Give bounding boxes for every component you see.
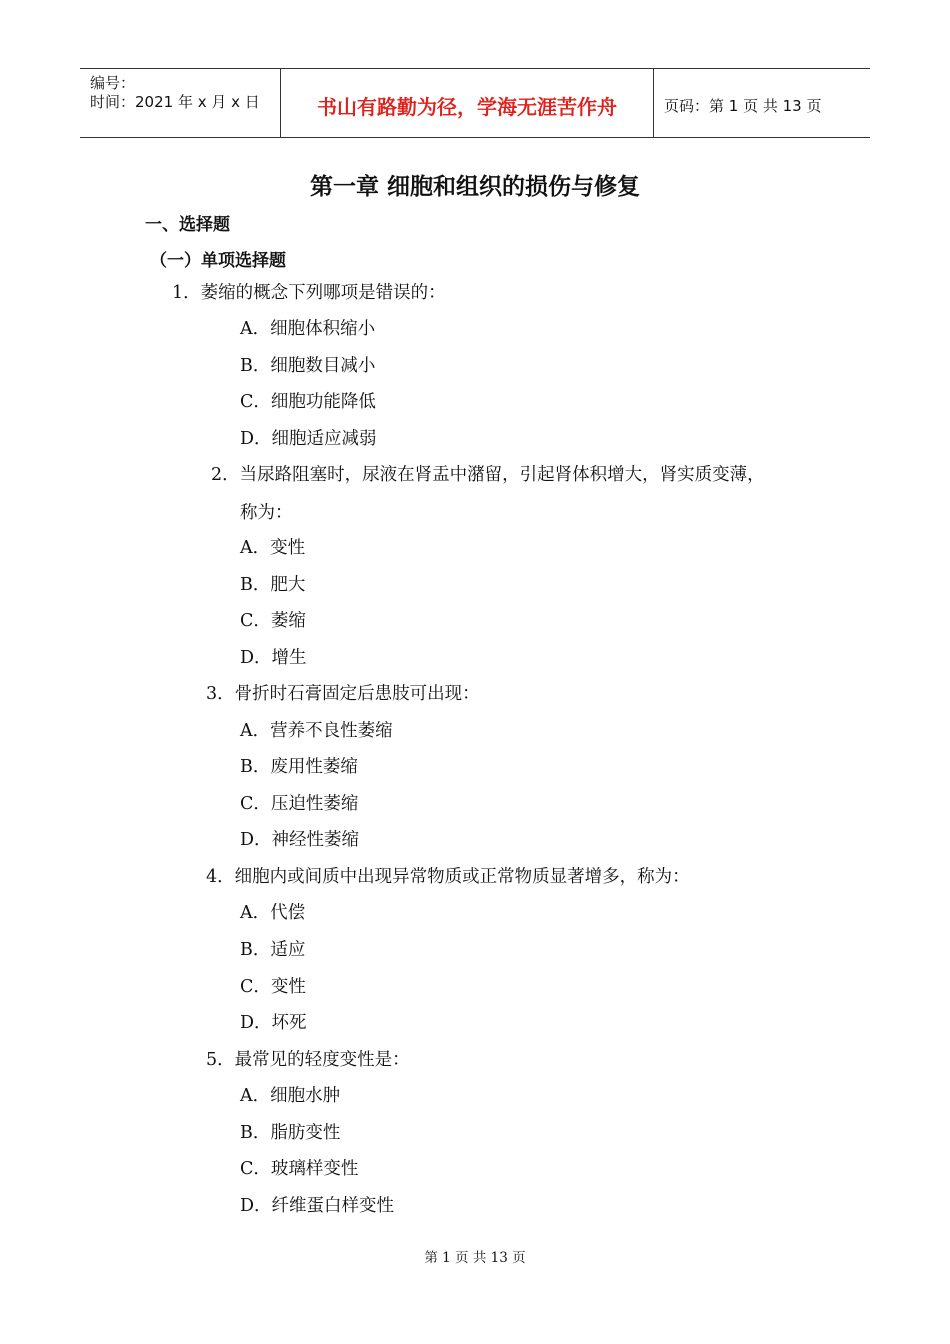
date-line: 时间：2021 年 x 月 x 日 <box>90 93 260 111</box>
question-2-option-b: B．肥大 <box>240 575 306 595</box>
question-2-stem-continued: 称为： <box>240 503 293 523</box>
header-center-cell <box>281 69 654 137</box>
question-5-option-b: B．脂肪变性 <box>240 1123 341 1143</box>
question-3-option-a: A．营养不良性萎缩 <box>240 721 393 741</box>
section-heading: 一、选择题 <box>145 215 230 235</box>
question-2-option-a: A．变性 <box>240 538 306 558</box>
question-4-option-c: C．变性 <box>240 977 306 997</box>
header-left-cell <box>80 69 281 137</box>
header-motto: 书山有路勤为径，学海无涯苦作舟 <box>317 95 617 119</box>
question-1-option-a: A．细胞体积缩小 <box>240 319 376 339</box>
question-4-option-b: B．适应 <box>240 940 306 960</box>
question-1-option-b: B．细胞数目减小 <box>240 356 376 376</box>
question-2-option-d: D．增生 <box>240 648 307 668</box>
question-4-option-a: A．代偿 <box>240 903 306 923</box>
subsection-heading: （一）单项选择题 <box>150 251 286 271</box>
question-2-stem: 2．当尿路阻塞时，尿液在肾盂中潴留，引起肾体积增大，肾实质变薄， <box>211 465 765 485</box>
question-5-option-a: A．细胞水肿 <box>240 1086 341 1106</box>
question-3-stem: 3．骨折时石膏固定后患肢可出现： <box>206 684 480 704</box>
page-info: 页码：第 1 页 共 13 页 <box>664 97 822 115</box>
question-4-stem: 4．细胞内或间质中出现异常物质或正常物质显著增多，称为： <box>206 867 690 887</box>
page-footer: 第 1 页 共 13 页 <box>424 1250 526 1266</box>
question-4-option-d: D．坏死 <box>240 1013 307 1033</box>
question-1-option-d: D．细胞适应减弱 <box>240 429 377 449</box>
header-right-cell <box>654 69 870 137</box>
document-header <box>80 68 870 138</box>
question-5-stem: 5．最常见的轻度变性是： <box>206 1050 410 1070</box>
question-2-option-c: C．萎缩 <box>240 611 306 631</box>
question-3-option-c: C．压迫性萎缩 <box>240 794 359 814</box>
question-1-option-c: C．细胞功能降低 <box>240 392 376 412</box>
question-5-option-c: C．玻璃样变性 <box>240 1159 359 1179</box>
serial-label: 编号： <box>90 74 136 92</box>
question-1-stem: 1．萎缩的概念下列哪项是错误的： <box>172 283 446 303</box>
question-3-option-d: D．神经性萎缩 <box>240 830 360 850</box>
question-3-option-b: B．废用性萎缩 <box>240 757 358 777</box>
question-5-option-d: D．纤维蛋白样变性 <box>240 1196 395 1216</box>
chapter-title: 第一章 细胞和组织的损伤与修复 <box>309 174 640 200</box>
